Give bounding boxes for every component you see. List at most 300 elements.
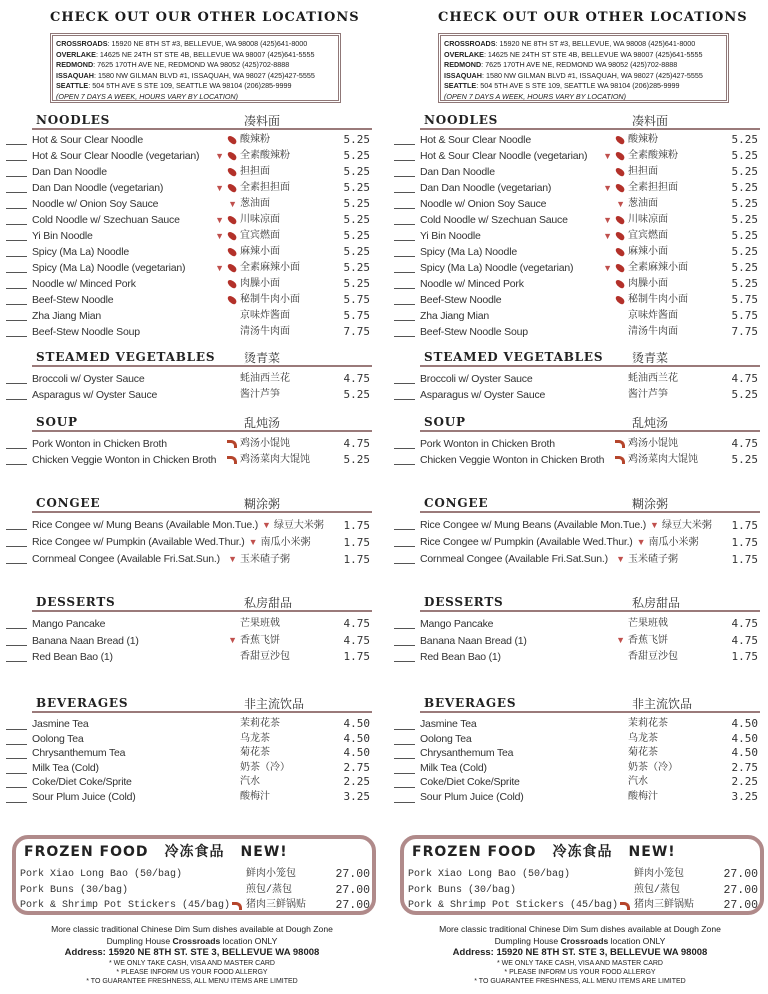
frozen-item — [20, 883, 370, 898]
menu-item — [0, 180, 384, 196]
location-name: SEATTLE — [444, 81, 477, 91]
item-name: Rice Congee w/ Pumpkin (Available Wed.Thur.) — [32, 536, 245, 548]
quantity-blank[interactable] — [6, 399, 27, 400]
item-name: Pork Xiao Long Bao (50/bag) — [20, 869, 183, 880]
locations-title: CHECK OUT OUR OTHER LOCATIONS — [438, 10, 748, 25]
item-icons — [223, 297, 240, 303]
item-name-chinese: 猪肉三鲜锅贴 — [246, 900, 306, 911]
item-name-group — [32, 260, 240, 276]
quantity-blank[interactable] — [6, 645, 27, 646]
quantity-blank[interactable] — [6, 563, 27, 564]
frozen-food-box — [12, 835, 376, 915]
shrimp-icon — [615, 440, 625, 448]
item-price: 5.25 — [343, 245, 370, 258]
item-price: 5.25 — [343, 277, 370, 290]
quantity-blank[interactable] — [6, 802, 27, 803]
section-header — [420, 495, 760, 513]
quantity-blank[interactable] — [6, 224, 27, 225]
item-name: Hot & Sour Clear Noodle (vegetarian) — [32, 150, 200, 162]
item-name-chinese: 汽水 — [628, 776, 648, 787]
quantity-blank[interactable] — [6, 628, 27, 629]
item-name-group — [32, 517, 274, 534]
quantity-blank[interactable] — [394, 144, 415, 145]
footer-text: location ONLY — [220, 935, 278, 946]
locations-box — [438, 33, 729, 103]
item-icons — [245, 538, 261, 547]
menu-item — [0, 746, 384, 761]
frozen-title: FROZEN FOOD — [24, 844, 149, 860]
frozen-food-box — [400, 835, 764, 915]
chili-pepper-icon — [614, 183, 626, 194]
quantity-blank[interactable] — [394, 208, 415, 209]
item-name-group — [420, 790, 628, 805]
location-name: ISSAQUAH — [444, 70, 482, 80]
menu-item — [388, 276, 768, 292]
shrimp-icon — [232, 902, 242, 910]
chili-pepper-icon — [226, 247, 238, 258]
frozen-item — [408, 867, 758, 882]
quantity-blank[interactable] — [6, 758, 27, 759]
quantity-blank[interactable] — [394, 729, 415, 730]
menu-section-beverages — [388, 695, 768, 804]
item-name: Pork Wonton in Chicken Broth — [420, 438, 555, 450]
menu-item — [388, 746, 768, 761]
item-name: Rice Congee w/ Pumpkin (Available Wed.Thur.) — [420, 536, 633, 548]
location-entry — [444, 39, 723, 50]
quantity-blank[interactable] — [6, 144, 27, 145]
footer-text: Dumpling House — [106, 935, 173, 946]
item-name: Chrysanthemum Tea — [32, 747, 126, 759]
chili-pepper-icon — [614, 279, 626, 290]
item-price: 2.75 — [731, 760, 758, 774]
menu-section-noodles — [388, 112, 768, 340]
item-name-group — [420, 732, 628, 747]
location-name: OVERLAKE — [444, 49, 484, 59]
locations-hours-note: (OPEN 7 DAYS A WEEK, HOURS VARY BY LOCATION) — [56, 91, 238, 101]
item-price: 1.75 — [731, 553, 758, 566]
quantity-blank[interactable] — [6, 304, 27, 305]
item-name: Pork & Shrimp Pot Stickers (45/bag) — [408, 900, 619, 911]
item-icons — [599, 184, 628, 193]
menu-item — [0, 616, 384, 633]
item-name-chinese: 酸辣粉 — [240, 134, 270, 145]
item-name: Cornmeal Congee (Available Fri.Sat.Sun.) — [420, 553, 608, 565]
item-price: 5.25 — [731, 133, 758, 146]
menu-item — [0, 292, 384, 308]
quantity-blank[interactable] — [394, 546, 415, 547]
item-name-group — [420, 244, 628, 260]
quantity-blank[interactable] — [6, 240, 27, 241]
menu-item — [0, 633, 384, 650]
footer-address: Address: 15920 NE 8TH ST. STE 3, BELLEVUE WA 98008 — [452, 947, 708, 958]
item-name-chinese: 奶茶（冷） — [240, 761, 290, 773]
item-name-group — [32, 436, 240, 452]
quantity-blank[interactable] — [394, 787, 415, 788]
location-address: : 14625 NE 24TH ST STE 4B, BELLEVUE WA 98007 (425)641-5555 — [95, 49, 315, 59]
menu-item — [0, 732, 384, 747]
item-name-group — [32, 276, 240, 292]
item-name-chinese: 麻辣小面 — [628, 246, 668, 257]
item-name-chinese: 蚝油西兰花 — [240, 373, 290, 384]
item-name: Spicy (Ma La) Noodle — [32, 246, 129, 258]
item-name-group — [32, 212, 240, 228]
quantity-blank[interactable] — [394, 661, 415, 662]
item-price: 5.25 — [343, 133, 370, 146]
item-name-chinese: 茉莉花茶 — [628, 718, 668, 729]
item-price: 4.75 — [343, 372, 370, 385]
menu-item — [388, 180, 768, 196]
location-name: ISSAQUAH — [56, 70, 94, 80]
menu-item — [388, 212, 768, 228]
item-price: 7.75 — [343, 325, 370, 338]
vegetarian-icon: ▼ — [228, 635, 237, 646]
locations-hours-note: (OPEN 7 DAYS A WEEK, HOURS VARY BY LOCATION) — [444, 91, 626, 101]
section-title: SOUP — [424, 415, 466, 429]
location-entry — [56, 81, 335, 92]
frozen-item — [408, 883, 758, 898]
quantity-blank[interactable] — [394, 160, 415, 161]
quantity-blank[interactable] — [394, 464, 415, 465]
menu-item — [388, 436, 768, 452]
item-name-group — [32, 308, 240, 324]
location-name: REDMOND — [444, 60, 482, 70]
quantity-blank[interactable] — [6, 383, 27, 384]
item-price: 5.25 — [731, 388, 758, 401]
quantity-blank[interactable] — [6, 448, 27, 449]
menu-item — [388, 452, 768, 468]
section-title-chinese: 私房甜品 — [244, 596, 293, 610]
item-name-group — [420, 649, 628, 666]
locations-title: CHECK OUT OUR OTHER LOCATIONS — [50, 10, 360, 25]
item-price: 27.00 — [335, 868, 370, 881]
location-address: : 15920 NE 8TH ST #3, BELLEVUE, WA 98008 (425)641-8000 — [495, 39, 696, 48]
quantity-blank[interactable] — [6, 787, 27, 788]
quantity-blank[interactable] — [6, 256, 27, 257]
item-price: 5.25 — [731, 197, 758, 210]
vegetarian-icon: ▼ — [228, 198, 237, 209]
item-name: Coke/Diet Coke/Sprite — [420, 776, 520, 788]
section-header — [32, 495, 372, 513]
item-name-group — [32, 633, 240, 650]
menu-section-noodles — [0, 112, 384, 340]
section-title: NOODLES — [36, 113, 111, 127]
quantity-blank[interactable] — [394, 773, 415, 774]
menu-item — [0, 775, 384, 790]
menu-item — [0, 148, 384, 164]
footer — [0, 924, 384, 986]
item-price: 5.75 — [343, 309, 370, 322]
footer-policy-note: * PLEASE INFORM US YOUR FOOD ALLERGY — [116, 968, 268, 976]
item-name-chinese: 鲜肉小笼包 — [246, 869, 296, 880]
item-name-group — [32, 164, 240, 180]
footer — [388, 924, 768, 986]
quantity-blank[interactable] — [394, 304, 415, 305]
quantity-blank[interactable] — [6, 773, 27, 774]
item-name: Beef-Stew Noodle Soup — [420, 326, 528, 338]
item-name: Mango Pancake — [420, 618, 494, 630]
item-name: Spicy (Ma La) Noodle (vegetarian) — [32, 262, 186, 274]
item-name: Pork Wonton in Chicken Broth — [32, 438, 167, 450]
item-name: Broccoli w/ Oyster Sauce — [32, 373, 145, 385]
chili-pepper-icon — [226, 151, 238, 162]
menu-item — [0, 551, 384, 568]
item-name: Beef-Stew Noodle Soup — [32, 326, 140, 338]
menu-item — [0, 534, 384, 551]
frozen-title-chinese: 冷冻食品 — [164, 844, 225, 860]
item-name: Dan Dan Noodle (vegetarian) — [32, 182, 164, 194]
menu-item — [388, 761, 768, 776]
location-name: CROSSROADS — [56, 39, 108, 48]
item-name: Asparagus w/ Oyster Sauce — [420, 389, 546, 401]
quantity-blank[interactable] — [394, 240, 415, 241]
quantity-blank[interactable] — [6, 192, 27, 193]
section-header — [420, 349, 760, 367]
location-entry — [444, 81, 723, 92]
item-icons — [633, 538, 649, 547]
location-entry — [56, 60, 335, 71]
item-name-chinese: 香蕉飞饼 — [628, 634, 668, 646]
vegetarian-icon: ▼ — [616, 554, 625, 564]
quantity-blank[interactable] — [6, 661, 27, 662]
item-price: 5.25 — [343, 181, 370, 194]
item-name-group — [32, 228, 240, 244]
item-name-chinese: 玉米碴子粥 — [240, 554, 290, 565]
menu-item — [388, 387, 768, 403]
item-price: 5.75 — [731, 293, 758, 306]
section-header — [32, 594, 372, 612]
item-name: Coke/Diet Coke/Sprite — [32, 776, 132, 788]
section-title-chinese: 烫青菜 — [244, 351, 281, 365]
item-name-group — [420, 387, 628, 403]
item-icons — [224, 636, 240, 645]
item-name-group — [420, 164, 628, 180]
vegetarian-icon: ▼ — [650, 520, 659, 530]
item-name-chinese: 清汤牛肉面 — [240, 326, 290, 337]
item-name: Pork Buns (30/bag) — [408, 884, 517, 896]
item-name: Oolong Tea — [420, 732, 472, 745]
quantity-blank[interactable] — [394, 399, 415, 400]
item-name: Yi Bin Noodle — [32, 230, 93, 242]
chili-pepper-icon — [226, 167, 238, 178]
quantity-blank[interactable] — [394, 176, 415, 177]
item-name-group — [32, 732, 240, 747]
frozen-title-chinese: 冷冻食品 — [552, 844, 613, 860]
item-icons — [211, 184, 240, 193]
item-price: 5.25 — [731, 245, 758, 258]
item-name-chinese: 香蕉飞饼 — [240, 634, 280, 646]
quantity-blank[interactable] — [6, 744, 27, 745]
quantity-blank[interactable] — [394, 563, 415, 564]
quantity-blank[interactable] — [6, 336, 27, 337]
menu-item — [0, 387, 384, 403]
item-name-chinese: 肉臊小面 — [628, 278, 668, 289]
item-name-chinese: 鸡汤菜肉大馄饨 — [628, 454, 698, 465]
quantity-blank[interactable] — [394, 192, 415, 193]
menu-item — [388, 371, 768, 387]
item-icons — [223, 137, 240, 143]
item-name-group — [420, 436, 628, 452]
quantity-blank[interactable] — [394, 529, 415, 530]
chili-pepper-icon — [226, 295, 238, 306]
item-icons — [612, 555, 628, 564]
quantity-blank[interactable] — [394, 383, 415, 384]
quantity-blank[interactable] — [394, 288, 415, 289]
quantity-blank[interactable] — [394, 758, 415, 759]
frozen-header — [412, 841, 692, 861]
quantity-blank[interactable] — [6, 176, 27, 177]
quantity-blank[interactable] — [6, 546, 27, 547]
item-price: 4.50 — [731, 746, 758, 759]
item-name: Dan Dan Noodle (vegetarian) — [420, 182, 552, 194]
footer-location-note — [0, 936, 384, 948]
quantity-blank[interactable] — [394, 272, 415, 273]
quantity-blank[interactable] — [394, 802, 415, 803]
quantity-blank[interactable] — [6, 160, 27, 161]
item-name-chinese: 香甜豆沙包 — [240, 651, 290, 662]
item-name: Pork Buns (30/bag) — [20, 884, 129, 896]
vegetarian-icon: ▼ — [636, 537, 646, 547]
chili-pepper-icon — [614, 263, 626, 274]
menu-section-soup — [0, 414, 384, 468]
quantity-blank[interactable] — [394, 744, 415, 745]
section-header — [32, 695, 372, 713]
item-price: 5.25 — [731, 261, 758, 274]
quantity-blank[interactable] — [6, 208, 27, 209]
section-title: STEAMED VEGETABLES — [36, 350, 216, 364]
location-entry — [444, 71, 723, 82]
item-name-chinese: 全素麻辣小面 — [628, 262, 688, 273]
frozen-item — [20, 898, 370, 913]
menu-item — [388, 551, 768, 568]
item-name: Hot & Sour Clear Noodle — [420, 134, 531, 146]
frozen-title: FROZEN FOOD — [412, 844, 537, 860]
item-name-group — [420, 517, 662, 534]
section-title-chinese: 乱炖汤 — [244, 416, 281, 430]
quantity-blank[interactable] — [394, 256, 415, 257]
item-icons — [211, 216, 240, 225]
item-name-chinese: 肉臊小面 — [240, 278, 280, 289]
section-title: CONGEE — [36, 496, 101, 510]
item-name-group — [32, 371, 240, 387]
menu-item — [0, 717, 384, 732]
item-name-group — [32, 452, 240, 468]
item-price: 27.00 — [723, 899, 758, 912]
quantity-blank[interactable] — [6, 729, 27, 730]
new-badge: NEW! — [240, 844, 288, 860]
item-name-group — [32, 551, 240, 568]
item-name-group — [32, 717, 240, 732]
item-name: Yi Bin Noodle — [420, 230, 481, 242]
item-icons — [223, 440, 240, 448]
item-icons — [211, 152, 240, 161]
section-title-chinese: 私房甜品 — [632, 596, 681, 610]
item-name-chinese: 乌龙茶 — [240, 732, 270, 744]
item-name-chinese: 宜宾燃面 — [628, 230, 668, 241]
item-name: Mango Pancake — [32, 618, 106, 630]
quantity-blank[interactable] — [394, 336, 415, 337]
item-price: 5.25 — [731, 165, 758, 178]
menu-item — [388, 790, 768, 805]
item-price: 1.75 — [343, 553, 370, 566]
item-name-chinese: 酸辣粉 — [628, 134, 658, 145]
item-price: 5.25 — [343, 197, 370, 210]
quantity-blank[interactable] — [394, 224, 415, 225]
item-icons — [599, 232, 628, 241]
quantity-blank[interactable] — [394, 645, 415, 646]
item-price: 4.50 — [731, 717, 758, 730]
section-title: STEAMED VEGETABLES — [424, 350, 604, 364]
quantity-blank[interactable] — [6, 272, 27, 273]
item-price: 7.75 — [731, 325, 758, 338]
menu-section-beverages — [0, 695, 384, 804]
item-name: Milk Tea (Cold) — [420, 761, 487, 774]
quantity-blank[interactable] — [6, 320, 27, 321]
quantity-blank[interactable] — [394, 448, 415, 449]
item-name-chinese: 清汤牛肉面 — [628, 326, 678, 337]
chili-pepper-icon — [614, 151, 626, 162]
item-name-chinese: 鸡汤小馄饨 — [240, 438, 290, 449]
item-name-chinese: 酸梅汁 — [240, 790, 270, 802]
item-name-chinese: 全素酸辣粉 — [628, 150, 678, 161]
menu-section-desserts — [0, 594, 384, 666]
item-name-chinese: 鸡汤菜肉大馄饨 — [240, 454, 310, 465]
item-price: 1.75 — [343, 519, 370, 532]
menu-section-desserts — [388, 594, 768, 666]
location-name: REDMOND — [56, 60, 94, 70]
menu-item — [0, 244, 384, 260]
item-name-group — [420, 292, 628, 308]
footer-text: location ONLY — [608, 935, 666, 946]
item-price: 4.75 — [343, 633, 370, 647]
menu-item — [388, 228, 768, 244]
quantity-blank[interactable] — [6, 288, 27, 289]
location-entry — [56, 50, 335, 61]
item-name-group — [32, 746, 240, 761]
section-header — [32, 414, 372, 432]
section-title: BEVERAGES — [36, 696, 129, 710]
item-name: Noodle w/ Onion Soy Sauce — [32, 198, 159, 210]
menu-item — [0, 649, 384, 666]
quantity-blank[interactable] — [394, 320, 415, 321]
menu-item — [388, 324, 768, 340]
item-icons — [611, 281, 628, 287]
item-price: 4.50 — [731, 731, 758, 745]
menu-section-steamed-vegetables — [0, 349, 384, 403]
item-price: 4.75 — [731, 372, 758, 385]
item-price: 4.75 — [343, 617, 370, 630]
item-name-group — [420, 180, 628, 196]
menu-item — [0, 196, 384, 212]
location-name: OVERLAKE — [56, 49, 96, 59]
item-name-group — [420, 260, 628, 276]
quantity-blank[interactable] — [6, 464, 27, 465]
item-icons — [599, 152, 628, 161]
item-icons — [646, 521, 662, 530]
quantity-blank[interactable] — [6, 529, 27, 530]
menu-page-right — [388, 0, 768, 994]
section-title: DESSERTS — [36, 595, 116, 609]
item-icons — [612, 636, 628, 645]
menu-item — [388, 308, 768, 324]
menu-item — [388, 148, 768, 164]
item-name-group — [420, 534, 649, 551]
item-name-group — [32, 324, 240, 340]
menu-item — [0, 228, 384, 244]
quantity-blank[interactable] — [394, 628, 415, 629]
item-price: 5.25 — [731, 149, 758, 162]
item-name-chinese: 酱汁芦笋 — [240, 389, 280, 400]
item-name: Cold Noodle w/ Szechuan Sauce — [420, 214, 568, 226]
